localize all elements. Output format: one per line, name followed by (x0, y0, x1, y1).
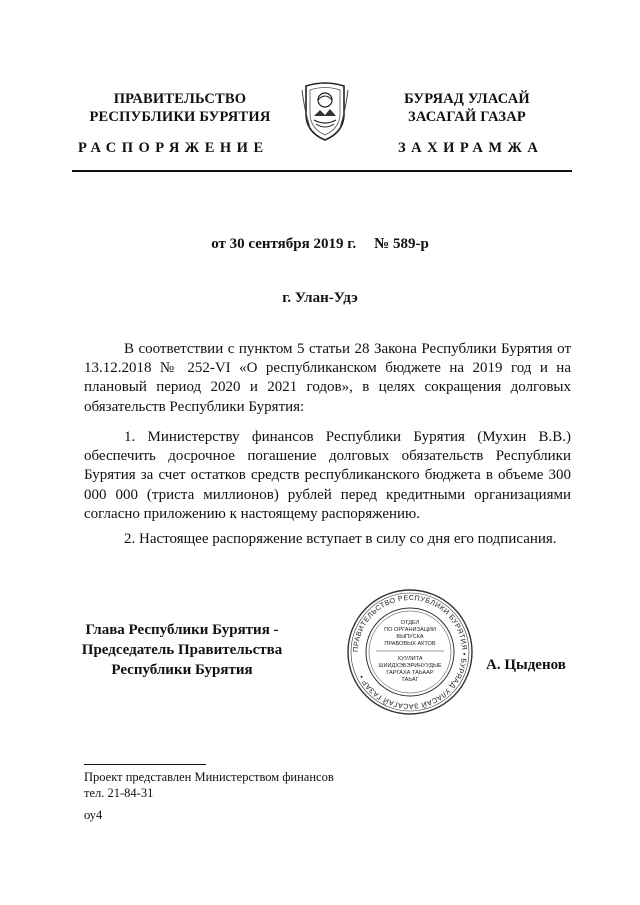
body-paragraph-3: 2. Настоящее распоряжение вступает в силу со дня его подписания. (124, 531, 557, 547)
signatory-name: А. Цыденов (486, 657, 566, 673)
seal-text-3: ВЫПУСКА (396, 634, 424, 640)
order-date: от 30 сентября 2019 г. (211, 236, 357, 252)
body-paragraph-1: В соответствии с пунктом 5 статьи 28 Закона Республики Бурятия от 13.12.2018 № 252-VI «О республиканском бюджете на 2019 год и на плановый период 2020 и 2021 годов», в целях сокращения долговых обязательств Республики Бурятия: (84, 341, 571, 415)
seal-text-7: ГАРГАХА ТАЬААР (386, 670, 434, 676)
seal-text-8: ТАЬАГ (401, 677, 419, 683)
footer-phone: тел. 21-84-31 (84, 786, 154, 800)
header-left-line1: ПРАВИТЕЛЬСТВО (113, 91, 247, 107)
signatory-title-line3: Республики Бурятия (111, 662, 253, 678)
doc-type-buryat: ЗАХИРАМЖА (398, 140, 544, 156)
seal-text-4: ПРАВОВЫХ АКТОВ (384, 641, 436, 647)
body-paragraph-2: 1. Министерству финансов Республики Бурятия (Мухин В.В.) обеспечить досрочное погашение долговых обязательств Республики Бурятия за счет остатков средств республиканского бюджета в объеме 300 000 000 (триста миллионов) рублей перед кредитными организациями согласно приложению к настоящему распоряжению. (84, 429, 571, 522)
signatory-title-line1: Глава Республики Бурятия - (85, 622, 279, 638)
header-right-line2: ЗАСАГАЙ ГАЗАР (408, 109, 526, 125)
seal-text-5: ХУУЛИТА (397, 656, 423, 662)
seal-ring-text: ПРАВИТЕЛЬСТВО РЕСПУБЛИКИ БУРЯТИЯ • БУРЯАД УЛАСАЙ ЗАСАГАЙ ГАЗАР • (350, 592, 470, 712)
header-right-line1: БУРЯАД УЛАСАЙ (404, 91, 530, 107)
seal-text-1: ОТДЕЛ (400, 620, 420, 626)
doc-type-russian: РАСПОРЯЖЕНИЕ (78, 140, 269, 156)
header-left-block (70, 90, 290, 126)
header-right-block (372, 90, 562, 126)
seal-text-2: ПО ОРГАНИЗАЦИИ (384, 627, 436, 633)
header-left-line2: РЕСПУБЛИКИ БУРЯТИЯ (89, 109, 271, 125)
footer-divider (84, 764, 206, 765)
order-city: г. Улан-Удэ (282, 290, 358, 306)
header-divider (72, 170, 572, 172)
order-date-line (0, 236, 640, 253)
seal-text-6: ШИИДХЭБЭРИНУУДЫЕ (378, 663, 442, 669)
footer-draft-note: Проект представлен Министерством финансов (84, 770, 334, 784)
signatory-title (72, 620, 292, 680)
order-number: № 589-р (374, 236, 429, 252)
official-seal-icon (346, 588, 474, 716)
header-dotted-divider (72, 176, 572, 182)
footer-code: оу4 (84, 808, 103, 822)
svg-text:ПРАВИТЕЛЬСТВО РЕСПУБЛИКИ БУРЯТ (351, 593, 469, 711)
coat-of-arms-icon (300, 78, 350, 144)
signatory-title-line2: Председатель Правительства (81, 642, 283, 658)
